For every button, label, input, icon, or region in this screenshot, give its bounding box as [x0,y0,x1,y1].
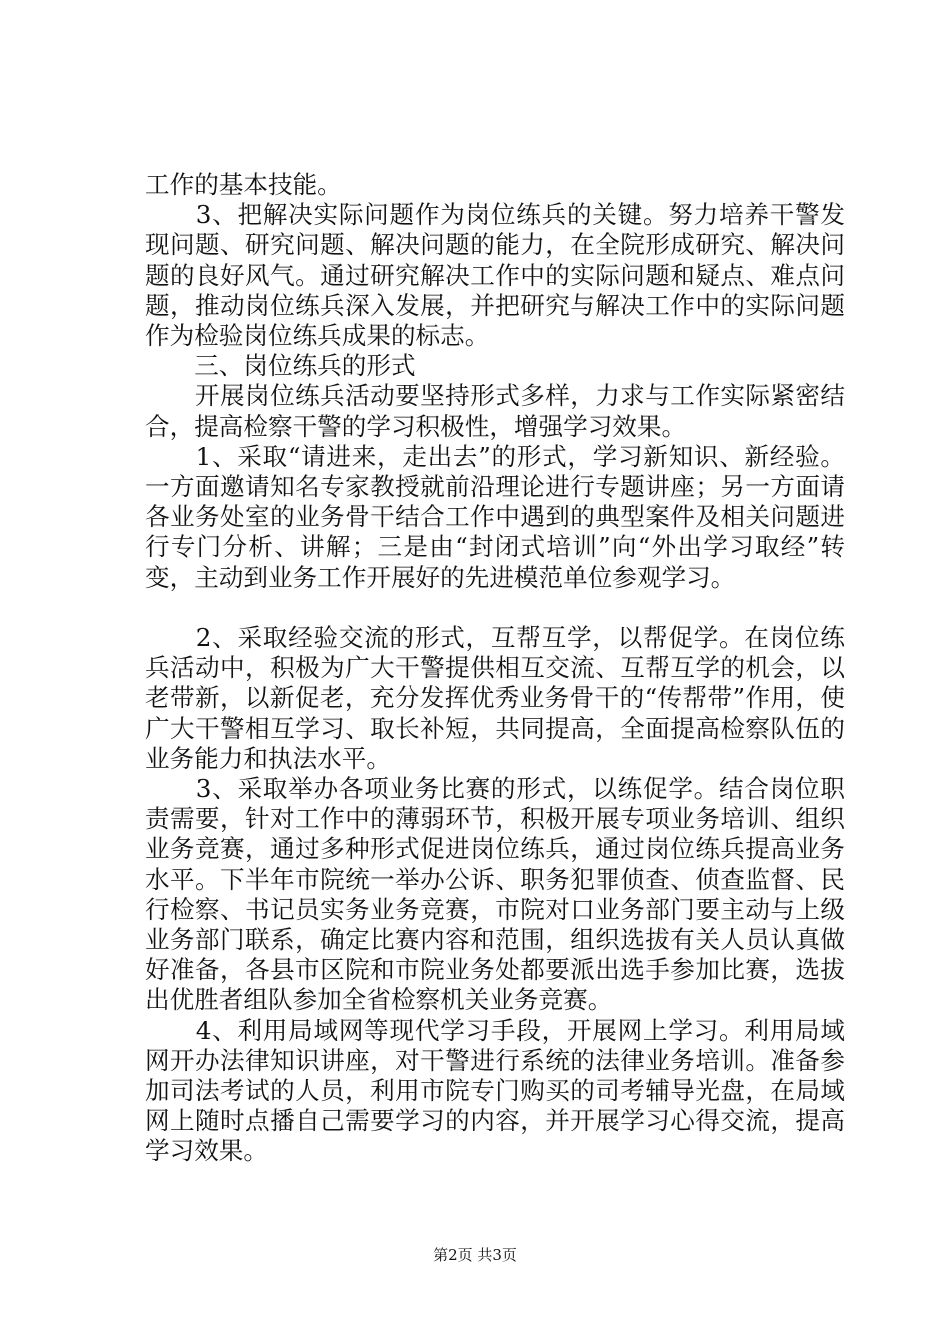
page-footer [0,1244,950,1265]
paragraph-item-4-online: 4、利用局域网等现代学习手段，开展网上学习。利用局域网开办法律知识讲座，对干警进行系统的法律业务培训。准备参加司法考试的人员，利用市院专门购买的司考辅导光盘，在局域网上随时点播自己需要学习的内容，并开展学习心得交流，提高学习效果。 [145,1015,845,1166]
paragraph-forms-intro: 开展岗位练兵活动要坚持形式多样，力求与工作实际紧密结合，提高检察干警的学习积极性，增强学习效果。 [145,381,845,441]
body-text [145,170,845,1167]
paragraph-item-3-competitions: 3、采取举办各项业务比赛的形式，以练促学。结合岗位职责需要，针对工作中的薄弱环节，积极开展专项业务培训、组织业务竞赛，通过多种形式促进岗位练兵，通过岗位练兵提高业务水平。下半年市院统一举办公诉、职务犯罪侦查、侦查监督、民行检察、书记员实务业务竞赛，市院对口业务部门要主动与上级业务部门联系，确定比赛内容和范围，组织选拔有关人员认真做好准备，各县市区院和市院业务处都要派出选手参加比赛，选拔出优胜者组队参加全省检察机关业务竞赛。 [145,774,845,1015]
page-number-label: 第2页 共3页 [433,1246,517,1264]
paragraph-item-1-invite: 1、采取“请进来，走出去”的形式，学习新知识、新经验。一方面邀请知名专家教授就前沿理论进行专题讲座；另一方面请各业务处室的业务骨干结合工作中遇到的典型案件及相关问题进行专门分析、讲解；三是由“封闭式培训”向“外出学习取经”转变，主动到业务工作开展好的先进模范单位参观学习。 [145,441,845,592]
paragraph-continuation: 工作的基本技能。 [145,170,342,199]
paragraph-item-3-practical-problems: 3、把解决实际问题作为岗位练兵的关键。努力培养干警发现问题、研究问题、解决问题的能力，在全院形成研究、解决问题的良好风气。通过研究解决工作中的实际问题和疑点、难点问题，推动岗位练兵深入发展，并把研究与解决工作中的实际问题作为检验岗位练兵成果的标志。 [145,200,845,351]
paragraph-item-2-exchange: 2、采取经验交流的形式，互帮互学，以帮促学。在岗位练兵活动中，积极为广大干警提供相互交流、互帮互学的机会，以老带新，以新促老，充分发挥优秀业务骨干的“传帮带”作用，使广大干警相互学习、取长补短，共同提高，全面提高检察队伍的业务能力和执法水平。 [145,623,845,773]
section-heading-forms: 三、岗位练兵的形式 [145,351,416,381]
